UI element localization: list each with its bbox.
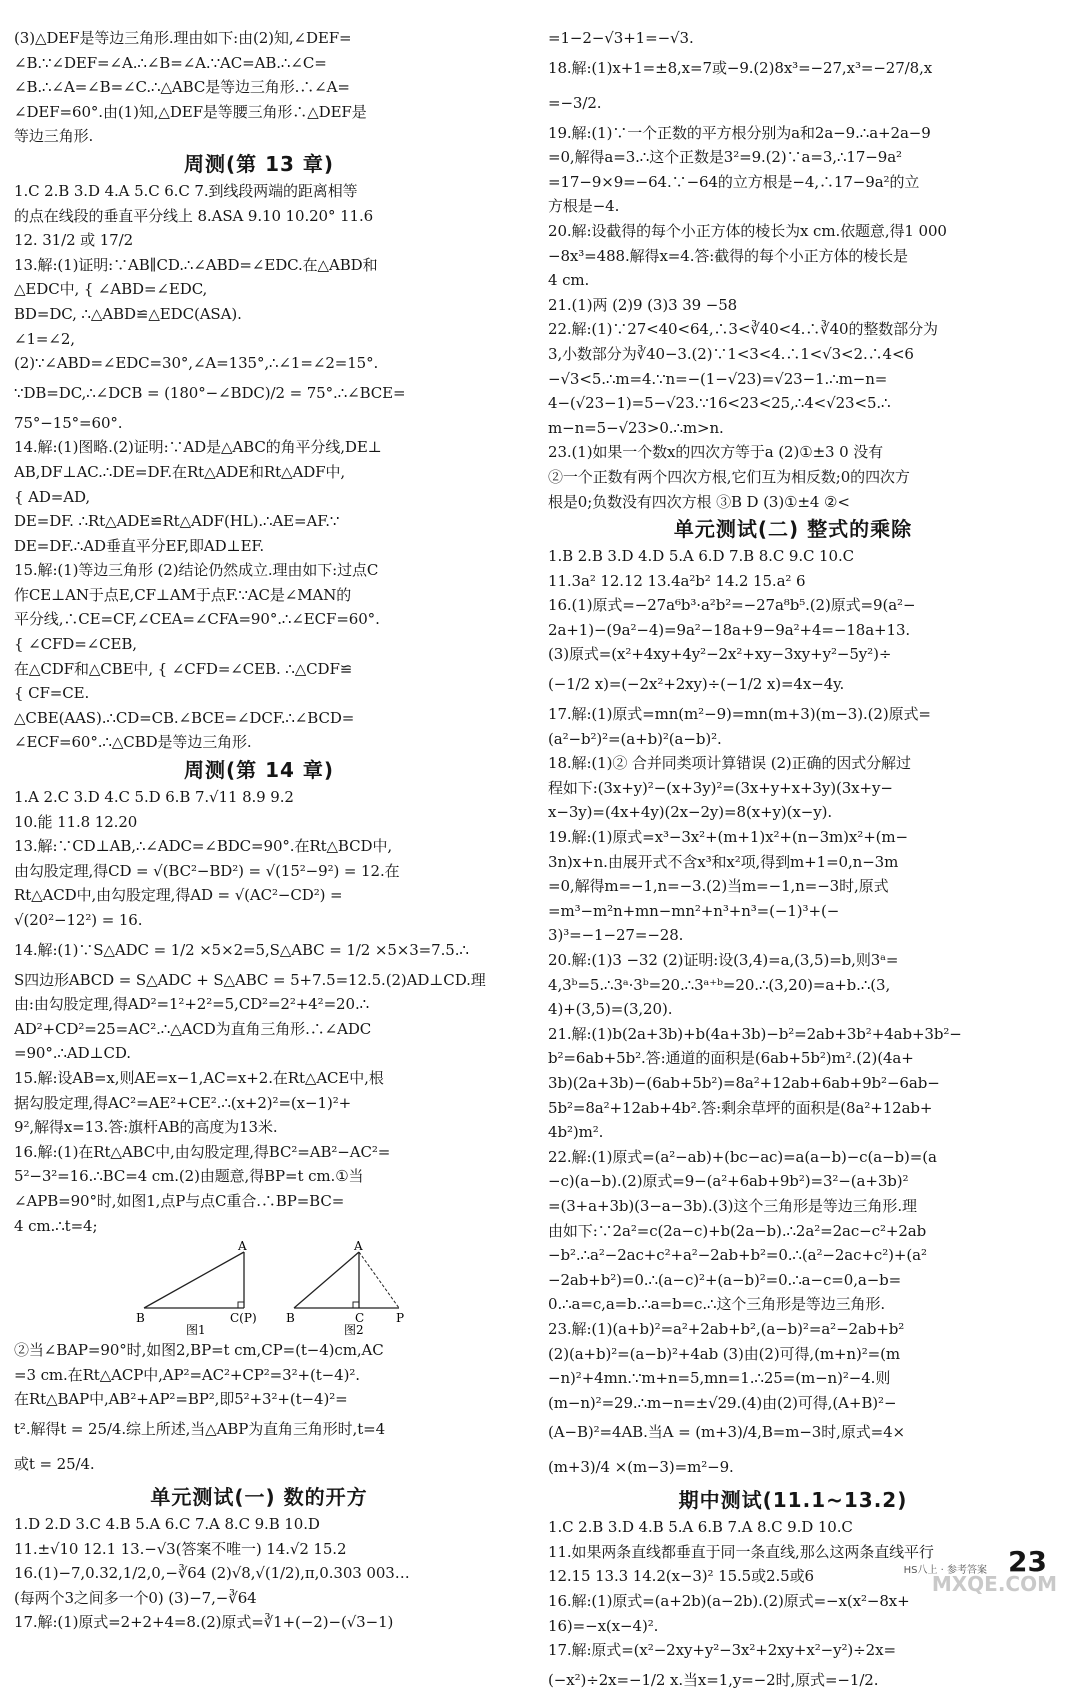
answer-line: 12. 31/2 或 17/2 xyxy=(14,231,134,250)
fig2-label-p: P xyxy=(396,1311,405,1326)
answer-line: √(20²−12²) = 16. xyxy=(14,911,143,929)
answer-line: 16.解:(1)在Rt△ABC中,由勾股定理,得BC²=AB²−AC²= xyxy=(14,1142,391,1161)
answer-line: =−3/2. xyxy=(548,93,602,112)
answer-line: b²=6ab+5b².答:通道的面积是(6ab+5b²)m².(2)(4a+ xyxy=(548,1049,914,1068)
right-top-block xyxy=(548,26,1038,514)
fig2-label-c: C xyxy=(355,1311,365,1326)
left-top-block xyxy=(14,26,504,149)
answer-line: 4b²)m². xyxy=(548,1123,604,1142)
left-section-3 xyxy=(14,1338,504,1482)
fig1-caption: 图1 xyxy=(186,1323,206,1338)
answer-line: 75°−15°=60°. xyxy=(14,413,123,432)
answer-line: 1.B 2.B 3.D 4.D 5.A 6.D 7.B 8.C 9.C 10.C xyxy=(548,547,854,566)
heading-weekly-test-13: 周测(第 13 章) xyxy=(183,151,335,176)
answer-line: 据勾股定理,得AC²=AE²+CE².∴(x+2)²=(x−1)²+ xyxy=(14,1093,352,1112)
answer-line: 1.C 2.B 3.D 4.B 5.A 6.B 7.A 8.C 9.D 10.C xyxy=(548,1518,853,1537)
answer-line: BD=DC, ∴△ABD≌△EDC(ASA). xyxy=(14,304,242,323)
triangle-figures-svg xyxy=(134,1238,434,1338)
answer-line: 16.(1)−7,0.32,1/2,0,−∛64 (2)√8,√(1/2),π,0.303 003… xyxy=(14,1564,410,1583)
fig1-label-c: C(P) xyxy=(230,1311,257,1326)
answer-line: 平分线,∴CE=CF,∠CEA=∠CFA=90°.∴∠ECF=60°. xyxy=(14,610,380,629)
answer-line: 19.解:(1)∵一个正数的平方根分别为a和2a−9.∴a+2a−9 xyxy=(548,123,931,142)
answer-line: 由勾股定理,得CD = √(BC²−BD²) = √(15²−9²) = 12.在 xyxy=(14,861,400,880)
answer-line: { AD=AD, xyxy=(14,487,91,506)
answer-line: ②一个正数有两个四次方根,它们互为相反数;0的四次方 xyxy=(548,467,910,486)
answer-line: 3,小数部分为∛40−3.(2)∵1<3<4.∴1<√3<2.∴4<6 xyxy=(548,344,914,363)
answer-line: 17.解:(1)原式=2+2+4=8.(2)原式=∛1+(−2)−(√3−1) xyxy=(14,1613,394,1632)
answer-line: 19.解:(1)原式=x³−3x²+(m+1)x²+(n−3m)x²+(m− xyxy=(548,828,909,847)
answer-line: 程如下:(3x+y)²−(x+3y)²=(3x+y+x+3y)(3x+y− xyxy=(548,778,893,797)
answer-line: −n)²+4mn.∵m+n=5,mn=1.∴25=(m−n)²−4.则 xyxy=(548,1369,891,1388)
answer-line: 15.解:(1)等边三角形 (2)结论仍然成立.理由如下:过点C xyxy=(14,561,379,580)
answer-line: 3b)(2a+3b)−(6ab+5b²)=8a²+12ab+6ab+9b²−6ab− xyxy=(548,1073,940,1092)
answer-line: 11.如果两条直线都垂直于同一条直线,那么这两条直线平行 xyxy=(548,1542,934,1561)
answer-line: −c)(a−b).(2)原式=9−(a²+6ab+9b²)=3²−(a+3b)² xyxy=(548,1172,909,1191)
answer-line: 5b²=8a²+12ab+4b².答:剩余草坪的面积是(8a²+12ab+ xyxy=(548,1098,933,1117)
triangle-figures xyxy=(14,1238,504,1338)
answer-line: −b².∴a²−2ac+c²+a²−2ab+b²=0.∴(a²−2ac+c²)+(a² xyxy=(548,1246,927,1265)
answer-line: 在Rt△BAP中,AB²+AP²=BP²,即5²+3²+(t−4)²= xyxy=(14,1390,348,1409)
answer-line: 0.∴a=c,a=b.∴a=b=c.∴这个三角形是等边三角形. xyxy=(548,1295,886,1314)
answer-line: 4 cm. xyxy=(548,271,590,290)
answer-line: 作CE⊥AN于点E,CF⊥AM于点F.∵AC是∠MAN的 xyxy=(14,585,352,604)
answer-line: 1.A 2.C 3.D 4.C 5.D 6.B 7.√11 8.9 9.2 xyxy=(14,788,294,807)
answer-line: ∠APB=90°时,如图1,点P与点C重合.∴BP=BC= xyxy=(14,1191,345,1210)
answer-line: 9²,解得x=13.答:旗杆AB的高度为13米. xyxy=(14,1118,278,1137)
answer-line: DE=DF.∴AD垂直平分EF,即AD⊥EF. xyxy=(14,536,265,555)
answer-line: 16)=−x(x−4)². xyxy=(548,1616,659,1635)
heading-unit-test-2: 单元测试(二) 整式的乘除 xyxy=(673,517,913,542)
answer-line: S四边形ABCD = S△ADC + S△ABC = 5+7.5=12.5.(2)AD⊥CD.理 xyxy=(14,970,486,989)
answer-line: (2)∵∠ABD=∠EDC=30°,∠A=135°,∴∠1=∠2=15°. xyxy=(14,354,379,373)
left-column xyxy=(14,26,504,1635)
answer-line: 20.解:设截得的每个小正方体的棱长为x cm.依题意,得1 000 xyxy=(548,221,947,240)
answer-line: t².解得t = 25/4.综上所述,当△ABP为直角三角形时,t=4 xyxy=(14,1419,386,1438)
answer-line: 13.解:∵CD⊥AB,∴∠ADC=∠BDC=90°.在Rt△BCD中, xyxy=(14,837,393,856)
answer-line: (−1/2 x)=(−2x²+2xy)÷(−1/2 x)=4x−4y. xyxy=(548,675,845,694)
answer-line: ②当∠BAP=90°时,如图2,BP=t cm,CP=(t−4)cm,AC xyxy=(14,1341,384,1360)
heading-unit-test-1: 单元测试(一) 数的开方 xyxy=(150,1484,368,1509)
answer-line: ∵DB=DC,∴∠DCB = (180°−∠BDC)/2 = 75°.∴∠BCE= xyxy=(14,383,406,402)
answer-line: ∠B.∴∠A=∠B=∠C.∴△ABC是等边三角形.∴∠A= xyxy=(14,78,350,97)
answer-line: ∠ECF=60°.∴△CBD是等边三角形. xyxy=(14,733,252,752)
answer-line: 21.(1)两 (2)9 (3)3 39 −58 xyxy=(548,295,738,314)
left-section-1 xyxy=(14,179,504,755)
answer-line: (2)(a+b)²=(a−b)²+4ab (3)由(2)可得,(m+n)²=(m xyxy=(548,1344,900,1363)
answer-line: 20.解:(1)3 −32 (2)证明:设(3,4)=a,(3,5)=b,则3ᵃ= xyxy=(548,951,899,969)
answer-line: =0,解得m=−1,n=−3.(2)当m=−1,n=−3时,原式 xyxy=(548,877,889,896)
answer-line: DE=DF. ∴Rt△ADE≌Rt△ADF(HL).∴AE=AF.∵ xyxy=(14,512,340,531)
answer-line: (a²−b²)²=(a+b)²(a−b)². xyxy=(548,729,722,748)
answer-line: 5²−3²=16.∴BC=4 cm.(2)由题意,得BP=t cm.①当 xyxy=(14,1167,364,1186)
answer-line: 17.解:(1)原式=mn(m²−9)=mn(m+3)(m−3).(2)原式= xyxy=(548,705,931,724)
answer-line: 4 cm.∴t=4; xyxy=(14,1216,98,1235)
answer-line: 16.(1)原式=−27a⁶b³·a²b²=−27a⁸b⁵.(2)原式=9(a²− xyxy=(548,596,916,615)
right-section-2 xyxy=(548,1515,1038,1698)
answer-line: m−n=5−√23>0.∴m>n. xyxy=(548,418,724,437)
answer-line: 根是0;负数没有四次方根 ③B D (3)①±4 ②< xyxy=(548,492,850,511)
fig2-label-b: B xyxy=(286,1311,295,1326)
heading-weekly-test-14: 周测(第 14 章) xyxy=(183,758,335,783)
answer-line: 11.±√10 12.1 13.−√3(答案不唯一) 14.√2 15.2 xyxy=(14,1539,347,1558)
figure-1 xyxy=(136,1239,257,1337)
watermark: MXQE.COM xyxy=(931,1572,1057,1596)
right-section-1 xyxy=(548,544,1038,1485)
answer-line: =m³−m²n+mn−mn²+n³+n³=(−1)³+(− xyxy=(548,901,840,920)
answer-line: =(3+a+3b)(3−a−3b).(3)这个三角形是等边三角形.理 xyxy=(548,1196,917,1215)
answer-line: (m+3)/4 ×(m−3)=m²−9. xyxy=(548,1458,734,1477)
answer-line: −8x³=488.解得x=4.答:截得的每个小正方体的棱长是 xyxy=(548,246,908,265)
answer-line: x−3y)=(4x+4y)(2x−2y)=8(x+y)(x−y). xyxy=(548,803,833,822)
answer-line: =17−9×9=−64.∵−64的立方根是−4,∴17−9a²的立 xyxy=(548,172,920,191)
footer-tag: HS八上 · 参考答案 xyxy=(903,1565,987,1576)
answer-line: −2ab+b²)=0.∴(a−c)²+(a−b)²=0.∴a−c=0,a−b= xyxy=(548,1270,902,1289)
right-column xyxy=(548,26,1038,1698)
answer-line: 18.解:(1)x+1=±8,x=7或−9.(2)8x³=−27,x³=−27/8,x xyxy=(548,58,933,77)
answer-line: 14.解:(1)∵S△ADC = 1/2 ×5×2=5,S△ABC = 1/2 ×5×3=7.5.∴ xyxy=(14,940,469,959)
answer-line: (3)△DEF是等边三角形.理由如下:由(2)知,∠DEF= xyxy=(14,29,352,47)
left-section-4 xyxy=(14,1512,504,1635)
answer-line: 18.解:(1)② 合并同类项计算错误 (2)正确的因式分解过 xyxy=(548,754,911,773)
figure-2 xyxy=(286,1239,404,1337)
fig2-caption: 图2 xyxy=(344,1323,364,1338)
answer-line: (−x²)÷2x=−1/2 x.当x=1,y=−2时,原式=−1/2. xyxy=(548,1670,879,1689)
answer-line: ∠1=∠2, xyxy=(14,329,75,348)
answer-line: (每两个3之间多一个0) (3)−7,−∛64 xyxy=(14,1588,257,1607)
answer-line: AB,DF⊥AC.∴DE=DF.在Rt△ADE和Rt△ADF中, xyxy=(14,462,346,481)
answer-line: 17.解:原式=(x²−2xy+y²−3x²+2xy+x²−y²)÷2x= xyxy=(548,1641,896,1660)
answer-line: 11.3a² 12.12 13.4a²b² 14.2 15.a² 6 xyxy=(548,571,806,590)
heading-midterm-test: 期中测试(11.1~13.2) xyxy=(678,1488,908,1513)
answer-line: 2a+1)−(9a²−4)=9a²−18a+9−9a²+4=−18a+13. xyxy=(548,620,911,639)
answer-line: 方根是−4. xyxy=(548,197,620,216)
answer-line: =0,解得a=3.∴这个正数是3²=9.(2)∵a=3,∴17−9a² xyxy=(548,148,902,167)
left-section-2 xyxy=(14,785,504,1238)
answer-line: 1.D 2.D 3.C 4.B 5.A 6.C 7.A 8.C 9.B 10.D xyxy=(14,1514,320,1533)
answer-line: =3 cm.在Rt△ACP中,AP²=AC²+CP²=3²+(t−4)². xyxy=(14,1365,360,1384)
answer-line: △CBE(AAS).∴CD=CB.∠BCE=∠DCF.∴∠BCD= xyxy=(14,708,355,727)
answer-line: 在△CDF和△CBE中, { ∠CFD=∠CEB. ∴△CDF≌ xyxy=(14,659,353,678)
answer-line: { CF=CE. xyxy=(14,684,90,703)
answer-line: 22.解:(1)原式=(a²−ab)+(bc−ac)=a(a−b)−c(a−b)=(a xyxy=(548,1147,937,1166)
answer-line: 1.C 2.B 3.D 4.A 5.C 6.C 7.到线段两端的距离相等 xyxy=(14,181,358,200)
answer-line: 23.(1)如果一个数x的四次方等于a (2)①±3 0 没有 xyxy=(548,443,884,462)
answer-line: 的点在线段的垂直平分线上 8.ASA 9.10 10.20° 11.6 xyxy=(14,206,374,225)
answer-line: AD²+CD²=25=AC².∴△ACD为直角三角形.∴∠ADC xyxy=(14,1019,372,1038)
answer-line: −√3<5.∴m=4.∵n=−(1−√23)=√23−1.∴m−n= xyxy=(548,369,888,388)
answer-line: 15.解:设AB=x,则AE=x−1,AC=x+2.在Rt△ACE中,根 xyxy=(14,1068,384,1087)
answer-line: 14.解:(1)图略.(2)证明:∵AD是△ABC的角平分线,DE⊥ xyxy=(14,438,382,457)
answer-line: 由如下:∵2a²=c(2a−c)+b(2a−b).∴2a²=2ac−c²+2ab xyxy=(548,1221,927,1240)
fig2-label-a: A xyxy=(354,1239,363,1254)
answer-line: 23.解:(1)(a+b)²=a²+2ab+b²,(a−b)²=a²−2ab+b² xyxy=(548,1319,905,1338)
answer-line: =1−2−√3+1=−√3. xyxy=(548,29,694,47)
answer-line: Rt△ACD中,由勾股定理,得AD = √(AC²−CD²) = xyxy=(14,886,343,905)
answer-line: (m−n)²=29.∴m−n=±√29.(4)由(2)可得,(A+B)²− xyxy=(548,1393,897,1412)
answer-line: 3n)x+n.由展开式不含x³和x²项,得到m+1=0,n−3m xyxy=(548,852,899,871)
page-number: 23 xyxy=(1008,1545,1047,1578)
answer-line: 等边三角形. xyxy=(14,127,94,146)
answer-line: 13.解:(1)证明:∵AB∥CD.∴∠ABD=∠EDC.在△ABD和 xyxy=(14,255,378,274)
answer-line: 12.15 13.3 14.2(x−3)² 15.5或2.5或6 xyxy=(548,1567,814,1586)
fig1-label-b: B xyxy=(136,1311,145,1326)
answer-line: ∠B.∵∠DEF=∠A.∴∠B=∠A.∵AC=AB.∴∠C= xyxy=(14,53,327,72)
answer-line: 22.解:(1)∵27<40<64,∴3<∛40<4.∴∛40的整数部分为 xyxy=(548,320,938,339)
answer-line: 或t = 25/4. xyxy=(14,1454,95,1473)
answer-line: 由:由勾股定理,得AD²=1²+2²=5,CD²=2²+4²=20.∴ xyxy=(14,995,370,1014)
fig1-label-a: A xyxy=(238,1239,247,1254)
answer-line: (A−B)²=4AB.当A = (m+3)/4,B=m−3时,原式=4× xyxy=(548,1423,905,1442)
answer-line: (3)原式=(x²+4xy+4y²−2x²+xy−3xy+y²−5y²)÷ xyxy=(548,645,892,664)
answer-line: 16.解:(1)原式=(a+2b)(a−2b).(2)原式=−x(x²−8x+ xyxy=(548,1592,910,1611)
answer-line: 10.能 11.8 12.20 xyxy=(14,812,138,831)
answer-line: ∠DEF=60°.由(1)知,△DEF是等腰三角形∴△DEF是 xyxy=(14,102,367,121)
answer-line: △EDC中, { ∠ABD=∠EDC, xyxy=(14,280,208,299)
answer-line: =90°.∴AD⊥CD. xyxy=(14,1044,131,1063)
answer-line: 4)+(3,5)=(3,20). xyxy=(548,1000,673,1019)
answer-line: 21.解:(1)b(2a+3b)+b(4a+3b)−b²=2ab+3b²+4ab+3b²− xyxy=(548,1024,962,1043)
answer-line: { ∠CFD=∠CEB, xyxy=(14,635,137,654)
answer-line: 4,3ᵇ=5.∴3ᵃ·3ᵇ=20.∴3ᵃ⁺ᵇ=20.∴(3,20)=a+b.∴(3, xyxy=(548,975,891,994)
answer-line: 4−(√23−1)=5−√23.∵16<23<25,∴4<√23<5.∴ xyxy=(548,394,891,413)
answer-line: 3)³=−1−27=−28. xyxy=(548,926,684,945)
